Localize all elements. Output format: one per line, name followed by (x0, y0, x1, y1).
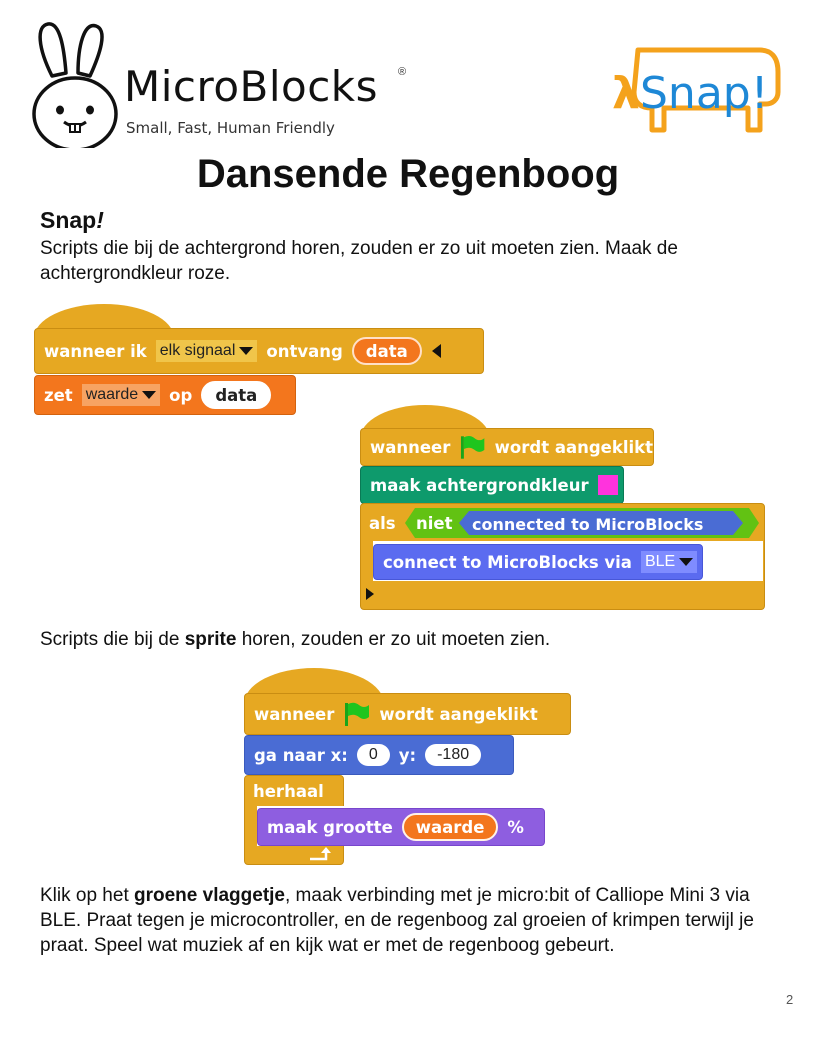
variable-dropdown-value: waarde (85, 386, 139, 403)
section-heading-suffix: ! (96, 207, 104, 233)
paragraph3-text: Klik op het (40, 885, 134, 906)
connect-via-block[interactable] (373, 544, 703, 580)
green-flag-icon (459, 434, 486, 460)
waarde-variable[interactable]: waarde (402, 813, 499, 841)
page-number: 2 (786, 992, 794, 1007)
y-label: y: (398, 745, 417, 765)
connected-predicate-label: connected to MicroBlocks (472, 515, 704, 534)
paragraph2-bold: sprite (184, 629, 237, 650)
section-heading-main: Snap (40, 207, 97, 233)
paragraph-sprite-scripts (40, 627, 760, 652)
snap-logo (610, 42, 786, 142)
microblocks-tagline: Small, Fast, Human Friendly (126, 119, 335, 137)
variable-dropdown[interactable] (82, 384, 160, 406)
connection-dropdown-value: BLE (644, 553, 676, 570)
signal-dropdown[interactable] (156, 340, 258, 362)
y-input[interactable]: -180 (425, 744, 481, 766)
when-label: wanneer (254, 704, 335, 724)
registered-mark: ® (398, 66, 407, 78)
paragraph3-text-end: , maak verbinding met je micro:bit of Calliope Mini 3 via BLE. Praat tegen je microcontroller, en de regenboog zal groeien of krimpen terwijl je praat. Speel wat muziek af en kijk wat er met de regenboog gebeurt. (40, 885, 754, 956)
receive-label: ontvang (266, 341, 343, 361)
dropdown-arrow-icon (239, 347, 253, 355)
set-size-block[interactable] (257, 808, 545, 846)
data-parameter[interactable]: data (352, 337, 422, 365)
loop-arrow-icon (306, 847, 336, 863)
pink-color-swatch[interactable] (598, 475, 618, 495)
goto-label: ga naar x: (254, 745, 348, 765)
set-variable-block[interactable] (34, 375, 296, 415)
paragraph2-text-end: horen, zouden er zo uit moeten zien. (236, 629, 551, 650)
clicked-label: wordt aangeklikt (494, 437, 653, 457)
clicked-label: wordt aangeklikt (379, 704, 538, 724)
when-label: wanneer ik (44, 341, 147, 361)
go-to-xy-block[interactable] (244, 735, 514, 775)
set-bg-color-label: maak achtergrondkleur (370, 475, 589, 495)
to-label: op (169, 385, 193, 405)
forever-label: herhaal (253, 781, 324, 801)
page-title: Dansende Regenboog (196, 152, 620, 196)
if-label: als (369, 513, 396, 533)
paragraph-instructions (40, 883, 780, 958)
green-flag-hat-block[interactable] (360, 428, 654, 466)
section-heading (40, 205, 104, 235)
set-background-color-block[interactable] (360, 466, 624, 504)
collapse-arrow-icon[interactable] (432, 344, 441, 358)
paragraph2-text: Scripts die bij de (40, 629, 185, 650)
paragraph-background-scripts: Scripts die bij de achtergrond horen, zouden er zo uit moeten zien. Maak de achtergrondkleur roze. (40, 238, 678, 284)
lambda-glyph: λ (612, 68, 640, 119)
connection-dropdown[interactable] (641, 551, 697, 573)
data-value-slot[interactable]: data (201, 381, 271, 409)
forever-header (253, 777, 324, 805)
set-label: zet (44, 385, 73, 405)
not-label: niet (416, 514, 453, 533)
percent-label: % (507, 817, 524, 837)
expand-arrow-icon[interactable] (366, 588, 374, 600)
receive-message-hat-block[interactable] (34, 328, 484, 374)
paragraph3-bold: groene vlaggetje (134, 885, 285, 906)
when-label: wanneer (370, 437, 451, 457)
dropdown-arrow-icon (679, 558, 693, 566)
connect-label: connect to MicroBlocks via (383, 552, 632, 572)
sprite-green-flag-hat-block[interactable] (244, 693, 571, 735)
green-flag-icon (343, 701, 371, 727)
signal-dropdown-value: elk signaal (159, 342, 236, 359)
dropdown-arrow-icon (142, 391, 156, 399)
set-size-label: maak grootte (267, 817, 393, 837)
microblocks-wordmark: MicroBlocks (124, 62, 379, 111)
x-input[interactable]: 0 (357, 744, 390, 766)
snap-wordmark: Snap! (640, 68, 769, 119)
